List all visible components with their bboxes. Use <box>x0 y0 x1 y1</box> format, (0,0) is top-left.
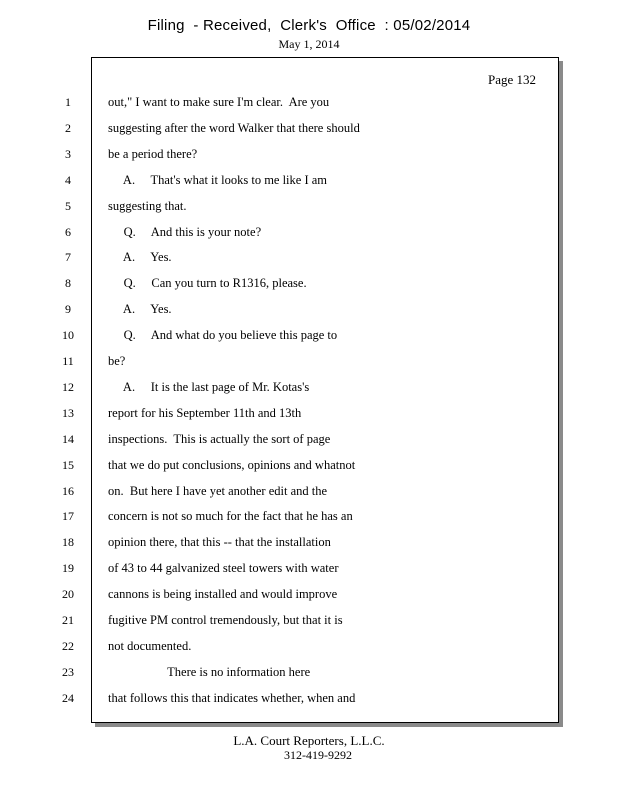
line-text: of 43 to 44 galvanized steel towers with water <box>108 561 339 575</box>
line-text: A. Yes. <box>108 250 172 264</box>
line-number: 12 <box>62 380 74 394</box>
line-number: 11 <box>62 354 74 368</box>
line-text: that follows this that indicates whether, when and <box>108 691 356 705</box>
line-text: fugitive PM control tremendously, but that it is <box>108 613 343 627</box>
line-number: 22 <box>62 639 74 653</box>
court-reporter-name: L.A. Court Reporters, L.L.C. <box>233 733 385 748</box>
line-text: that we do put conclusions, opinions and whatnot <box>108 458 356 472</box>
line-number: 8 <box>65 276 71 290</box>
line-number: 18 <box>62 535 74 549</box>
line-number: 17 <box>62 509 74 523</box>
line-text: be? <box>108 354 126 368</box>
line-text: report for his September 11th and 13th <box>108 406 302 420</box>
line-number: 4 <box>65 173 71 187</box>
line-text: Q. And what do you believe this page to <box>108 328 338 342</box>
line-text: out," I want to make sure I'm clear. Are you <box>108 95 330 109</box>
line-text: opinion there, that this -- that the installation <box>108 535 331 549</box>
line-text: A. It is the last page of Mr. Kotas's <box>108 380 310 394</box>
line-number: 10 <box>62 328 74 342</box>
line-text: on. But here I have yet another edit and the <box>108 484 328 498</box>
line-text: inspections. This is actually the sort of page <box>108 432 331 446</box>
line-number: 13 <box>62 406 74 420</box>
line-text: concern is not so much for the fact that he has an <box>108 509 353 523</box>
line-text: Q. And this is your note? <box>108 225 262 239</box>
page-number: Page 132 <box>487 72 536 87</box>
court-reporter-phone: 312-419-9292 <box>284 748 352 762</box>
line-number: 7 <box>65 250 71 264</box>
line-text: suggesting that. <box>108 199 187 213</box>
line-number: 20 <box>62 587 74 601</box>
transcript-date: May 1, 2014 <box>278 37 340 51</box>
line-number: 21 <box>62 613 74 627</box>
line-number: 19 <box>62 561 74 575</box>
line-number: 3 <box>65 147 71 161</box>
line-number: 14 <box>62 432 74 446</box>
line-text: A. That's what it looks to me like I am <box>108 173 328 187</box>
filing-stamp: Filing - Received, Clerk's Office : 05/02/2014 <box>147 17 471 34</box>
line-number: 16 <box>62 484 74 498</box>
line-text: A. Yes. <box>108 302 172 316</box>
line-text: There is no information here <box>108 665 311 679</box>
line-text: be a period there? <box>108 147 198 161</box>
line-number: 6 <box>65 225 71 239</box>
line-text: Q. Can you turn to R1316, please. <box>108 276 307 290</box>
line-text: not documented. <box>108 639 192 653</box>
line-number: 15 <box>62 458 74 472</box>
line-number: 24 <box>62 691 74 705</box>
line-number: 2 <box>65 121 71 135</box>
line-number: 5 <box>65 199 71 213</box>
line-number: 1 <box>65 95 71 109</box>
line-number: 23 <box>62 665 74 679</box>
line-number: 9 <box>65 302 71 316</box>
line-text: suggesting after the word Walker that there should <box>108 121 360 135</box>
line-text: cannons is being installed and would improve <box>108 587 338 601</box>
